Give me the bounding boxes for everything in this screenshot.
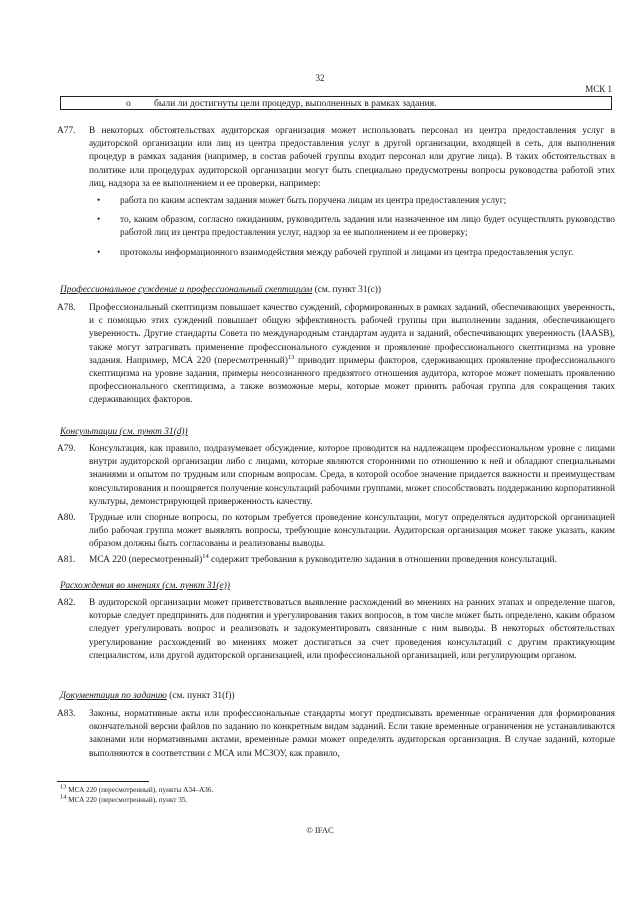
page-footer: © IFAC (306, 825, 334, 835)
continued-list-box (60, 96, 612, 110)
paragraph-number: A80. (57, 513, 76, 523)
paragraph-a81 (57, 554, 615, 567)
paragraph-a83 (57, 708, 615, 761)
paragraph-a80 (57, 512, 615, 552)
bullet-icon: • (97, 215, 101, 226)
paragraph-number: A83. (57, 709, 76, 719)
paragraph-text: МСА 220 (пересмотренный)$^{14}$ содержит требования к руководителю задания в отношении проведения консультаций. (89, 552, 557, 565)
footnote-divider (57, 781, 149, 782)
bullet-list (90, 195, 615, 260)
paragraph-a79 (57, 443, 615, 509)
page-number: 32 (315, 73, 325, 83)
paragraph-a78 (57, 302, 615, 408)
bullet-icon: • (97, 247, 101, 258)
paragraph-number: A78. (57, 303, 76, 313)
circle-bullet-icon: o (126, 98, 131, 109)
paragraph-text: Консультация, как правило, подразумевает обсуждение, которое проводится на надлежащем профессиональном уровне с лицами внутри аудиторской организации либо с лицами, которые являются сторонними по отношению к ней и обладают специальными знаниями и опытом по трудным или спорным вопросам. Среда, в которой особое значение придается важности и преимуществам консультирования и поощряется получение консультаций рабочими группами, может способствовать поддержанию корпоративной культуры, демонстрирующей приверженность качеству. (89, 444, 615, 507)
document-code: МСК 1 (585, 84, 612, 94)
paragraph-a77 (57, 125, 615, 266)
paragraph-number: A79. (57, 444, 76, 454)
list-item: • то, каким образом, согласно ожиданиям, руководитель задания или назначенное им лицо будет осуществлять руководство работой лиц из центра предоставления услуг, надзор за ее выполнением и ее проверку; (97, 215, 615, 239)
paragraph-text: В некоторых обстоятельствах аудиторская организация может использовать персонал из центра предоставления услуг в аудиторской организации или лиц из центра предоставления услуг в другой организации, входящей в сеть, для выполнения процедур в рамках задания (например, в состав рабочей группы входит персонал или другие лица). В таких обстоятельствах в политике или процедурах аудиторской организации могут быть специально предусмотрены вопросы руководства работой этих лиц, надзора за ее выполнением и ее проверки, например: (89, 126, 615, 189)
section-heading: Документация по заданию (см. пункт 31(f)) (60, 691, 235, 701)
bullet-icon: • (97, 196, 101, 207)
paragraph-text: Профессиональный скептицизм повышает качество суждений, сформированных в рамках заданий, обеспечивающих уверенность, и с помощью этих суждений повышает общую эффективность рабочей группы при выполнении задания, обеспечивающего уверенность. Другие стандарты Совета по международным стандартам аудита и заданий, обеспечивающих уверенность (IAASB), также могут затрагивать применение профессионального суждения и проявление профессионального скептицизма на уровне задания. Например, МСА 220 (пересмотренный)$^{13}$ приводит примеры факторов, сдерживающих проявление профессионального скептицизма на уровне задания, примеры неосознанного предвзятого отношения аудитора, которое может помешать проявлению профессионального скептицизма, а также возможные меры, которые может принять рабочая группа для сокращения таких сдерживающих факторов. (89, 303, 616, 406)
paragraph-text: В аудиторской организации может приветствоваться выявление расхождений во мнениях на ранних этапах и определение шагов, которые следует предпринять для поднятия и урегулирования таких вопросов, в том числе может быть определено, каким образом следует урегулировать вопрос и реализовать и задокументировать связанные с ним выводы. В некоторых обстоятельствах урегулирование расхождений во мнениях может достигаться за счет проведения консультаций с другим практикующим специалистом, или другой аудиторской организацией, или профессиональной организацией, или регулирующим органом. (89, 598, 615, 661)
continued-list-item: были ли достигнуты цели процедур, выполненных в рамках задания. (154, 98, 437, 109)
footnote: $^{13}$ МСА 220 (пересмотренный), пункты A34–A36. (60, 783, 214, 794)
list-item: • работа по каким аспектам задания может быть поручена лицам из центра предоставления услуг; (90, 195, 615, 208)
section-heading: Профессиональное суждение и профессиональный скептицизм (см. пункт 31(c)) (60, 285, 382, 295)
footnote-ref: 13 (287, 353, 295, 361)
list-item: • протоколы информационного взаимодействия между рабочей группой и лицами из центра предоставления услуг. (90, 247, 615, 260)
paragraph-number: A77. (57, 126, 76, 136)
footnote: $^{14}$ МСА 220 (пересмотренный), пункт 35. (60, 793, 188, 804)
paragraph-number: A82. (57, 598, 76, 608)
paragraph-number: A81. (57, 555, 76, 565)
paragraph-a82 (57, 597, 615, 663)
paragraph-text: Законы, нормативные акты или профессиональные стандарты могут предписывать временные ограничения для формирования окончательной версии файлов по заданию по конкретным видам заданий. Если такие временные ограничения не устанавливаются законами или нормативными актами, временные рамки может определять аудиторская организация. В случае заданий, которые выполняются в соответствии с МСА или МСЗОУ, как правило, (89, 709, 615, 759)
paragraph-text: Трудные или спорные вопросы, по которым требуется проведение консультации, могут определяться аудиторской организацией либо рабочая группа может выявлять вопросы, требующие консультации. Аудиторская организация может также указать, каким образом должны быть согласованы и реализованы выводы. (89, 513, 615, 550)
section-heading: Консультации (см. пункт 31(d)) (60, 427, 188, 437)
section-heading: Расхождения во мнениях (см. пункт 31(e)) (60, 581, 230, 591)
footnote-ref: 14 (202, 552, 209, 560)
